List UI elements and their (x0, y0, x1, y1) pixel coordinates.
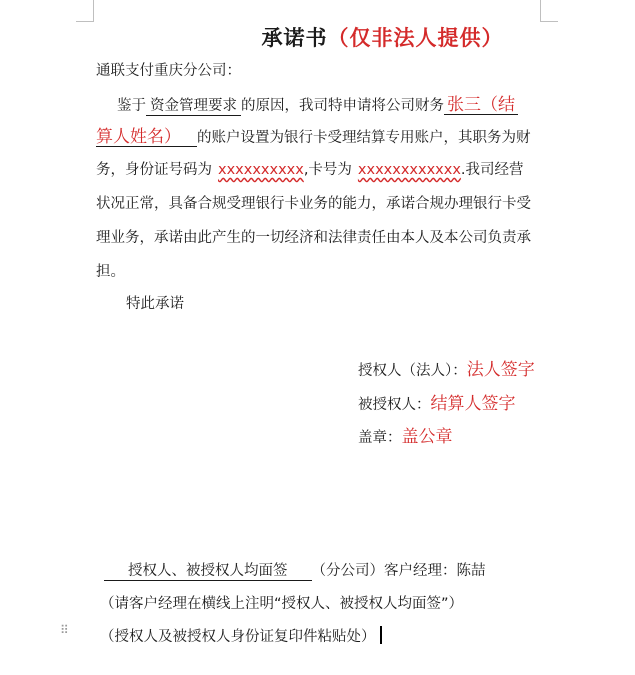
reason-field[interactable]: 资金管理要求 (146, 97, 241, 116)
card-number-field[interactable]: xxxxxxxxxxxx (357, 162, 461, 178)
settler-name-field-part2[interactable]: 算人姓名） (96, 128, 197, 147)
para-line-6: 担。 (96, 264, 125, 280)
authorized-signature[interactable]: 结算人签字 (430, 394, 516, 414)
manager-text: （分公司）客户经理：陈喆 (311, 563, 486, 579)
crop-mark-top-left (76, 0, 94, 22)
face-sign-field[interactable]: 授权人、被授权人均面签 (104, 562, 312, 581)
text-cursor (380, 626, 382, 644)
addressee: 通联支付重庆分公司： (96, 63, 241, 79)
footer-note-2-row (100, 626, 382, 647)
crop-mark-top-right (540, 0, 558, 22)
closing-text: 特此承诺 (126, 296, 184, 312)
seal-row (358, 427, 453, 448)
drag-handle-icon[interactable]: ⠿ (60, 623, 70, 637)
seal-label: 盖章： (358, 430, 402, 446)
para-line-5: 理业务，承诺由此产生的一切经济和法律责任由本人及本公司负责承 (96, 230, 531, 246)
para-line-4: 状况正常，具备合规受理银行卡业务的能力，承诺合规办理银行卡受 (96, 196, 531, 212)
footer-note-1: （请客户经理在横线上注明“授权人、被授权人均面签”） (100, 596, 464, 612)
id-number-field[interactable]: xxxxxxxxxx (218, 162, 304, 178)
title-note: （仅非法人提供） (327, 25, 504, 50)
para-line-3 (96, 160, 524, 180)
para-text: 鉴于 (117, 98, 146, 114)
authorizer-signature[interactable]: 法人签字 (466, 360, 535, 380)
document-title (0, 22, 635, 52)
company-seal[interactable]: 盖公章 (401, 427, 453, 447)
para-text: ,卡号为 (303, 162, 352, 178)
para-text: 的账户设置为银行卡受理结算专用账户，其职务为财 (197, 130, 531, 146)
authorized-label: 被授权人： (358, 397, 431, 413)
para-line-1 (117, 96, 518, 116)
para-line-2 (96, 128, 531, 148)
footer-note-2: （授权人及被授权人身份证复印件粘贴处） (100, 629, 376, 645)
settler-name-field-part1[interactable]: 张三（结 (444, 96, 518, 115)
authorizer-signature-row (358, 360, 535, 381)
para-text: 务，身份证号码为 (96, 162, 212, 178)
authorized-signature-row (358, 394, 516, 415)
authorizer-label: 授权人（法人）： (358, 363, 467, 379)
para-text: 的原因，我司特申请将公司财务 (241, 98, 444, 114)
title-main: 承诺书 (261, 25, 328, 50)
footer-sign-row (104, 561, 486, 581)
para-text: .我司经营 (460, 162, 524, 178)
